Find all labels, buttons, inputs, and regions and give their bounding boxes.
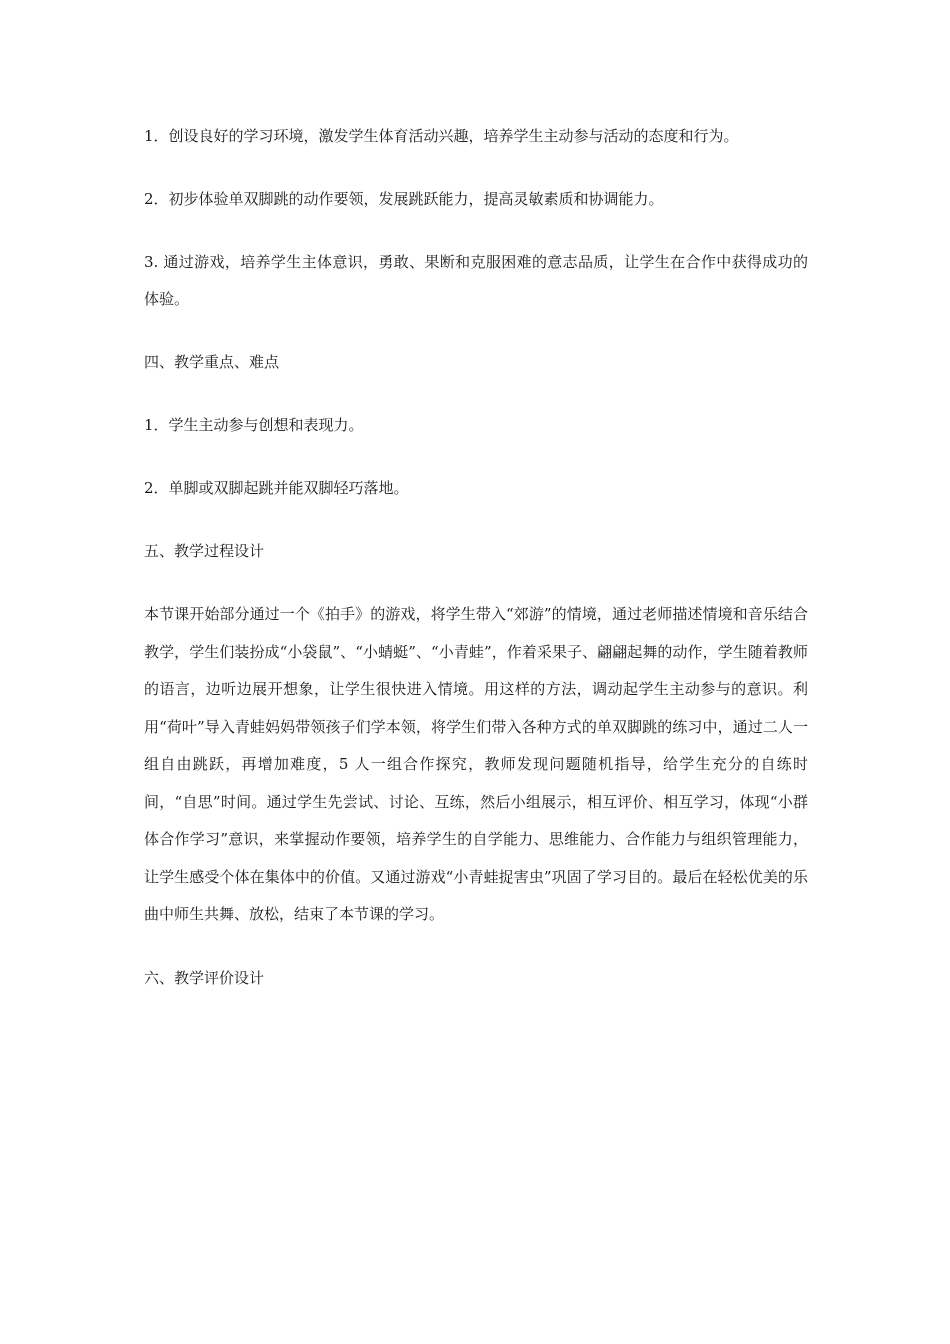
section-heading-key-points: 四、教学重点、难点	[144, 353, 280, 371]
objective-item-3: 3. 通过游戏，培养学生主体意识，勇敢、果断和克服困难的意志品质，让学生在合作中获得成功的体验。	[144, 253, 808, 308]
objective-item-1: 1．创设良好的学习环境，激发学生体育活动兴趣，培养学生主动参与活动的态度和行为。	[144, 127, 739, 145]
key-point-item-1: 1．学生主动参与创想和表现力。	[144, 416, 364, 434]
section-heading-process-design: 五、教学过程设计	[144, 542, 265, 560]
objective-item-2: 2．初步体验单双脚跳的动作要领，发展跳跃能力，提高灵敏素质和协调能力。	[144, 190, 664, 208]
process-design-paragraph: 本节课开始部分通过一个《拍手》的游戏，将学生带入“郊游”的情境，通过老师描述情境和音乐结合教学，学生们装扮成“小袋鼠”、“小蜻蜓”、“小青蛙”，作着采果子、翩翩起舞的动作，学生随着教师的语言，边听边展开想象，让学生很快进入情境。用这样的方法，调动起学生主动参与的意识。利用“荷叶”导入青蛙妈妈带领孩子们学本领，将学生们带入各种方式的单双脚跳的练习中，通过二人一组自由跳跃，再增加难度，5 人一组合作探究，教师发现问题随机指导，给学生充分的自练时间，“自思”时间。通过学生先尝试、讨论、互练，然后小组展示，相互评价、相互学习，体现“小群体合作学习”意识，来掌握动作要领，培养学生的自学能力、思维能力、合作能力与组织管理能力，让学生感受个体在集体中的价值。又通过游戏“小青蛙捉害虫”巩固了学习目的。最后在轻松优美的乐曲中师生共舞、放松，结束了本节课的学习。	[144, 605, 808, 923]
document-content	[144, 118, 808, 1023]
section-heading-evaluation-design: 六、教学评价设计	[144, 968, 265, 987]
key-point-item-2: 2．单脚或双脚起跳并能双脚轻巧落地。	[144, 479, 409, 497]
